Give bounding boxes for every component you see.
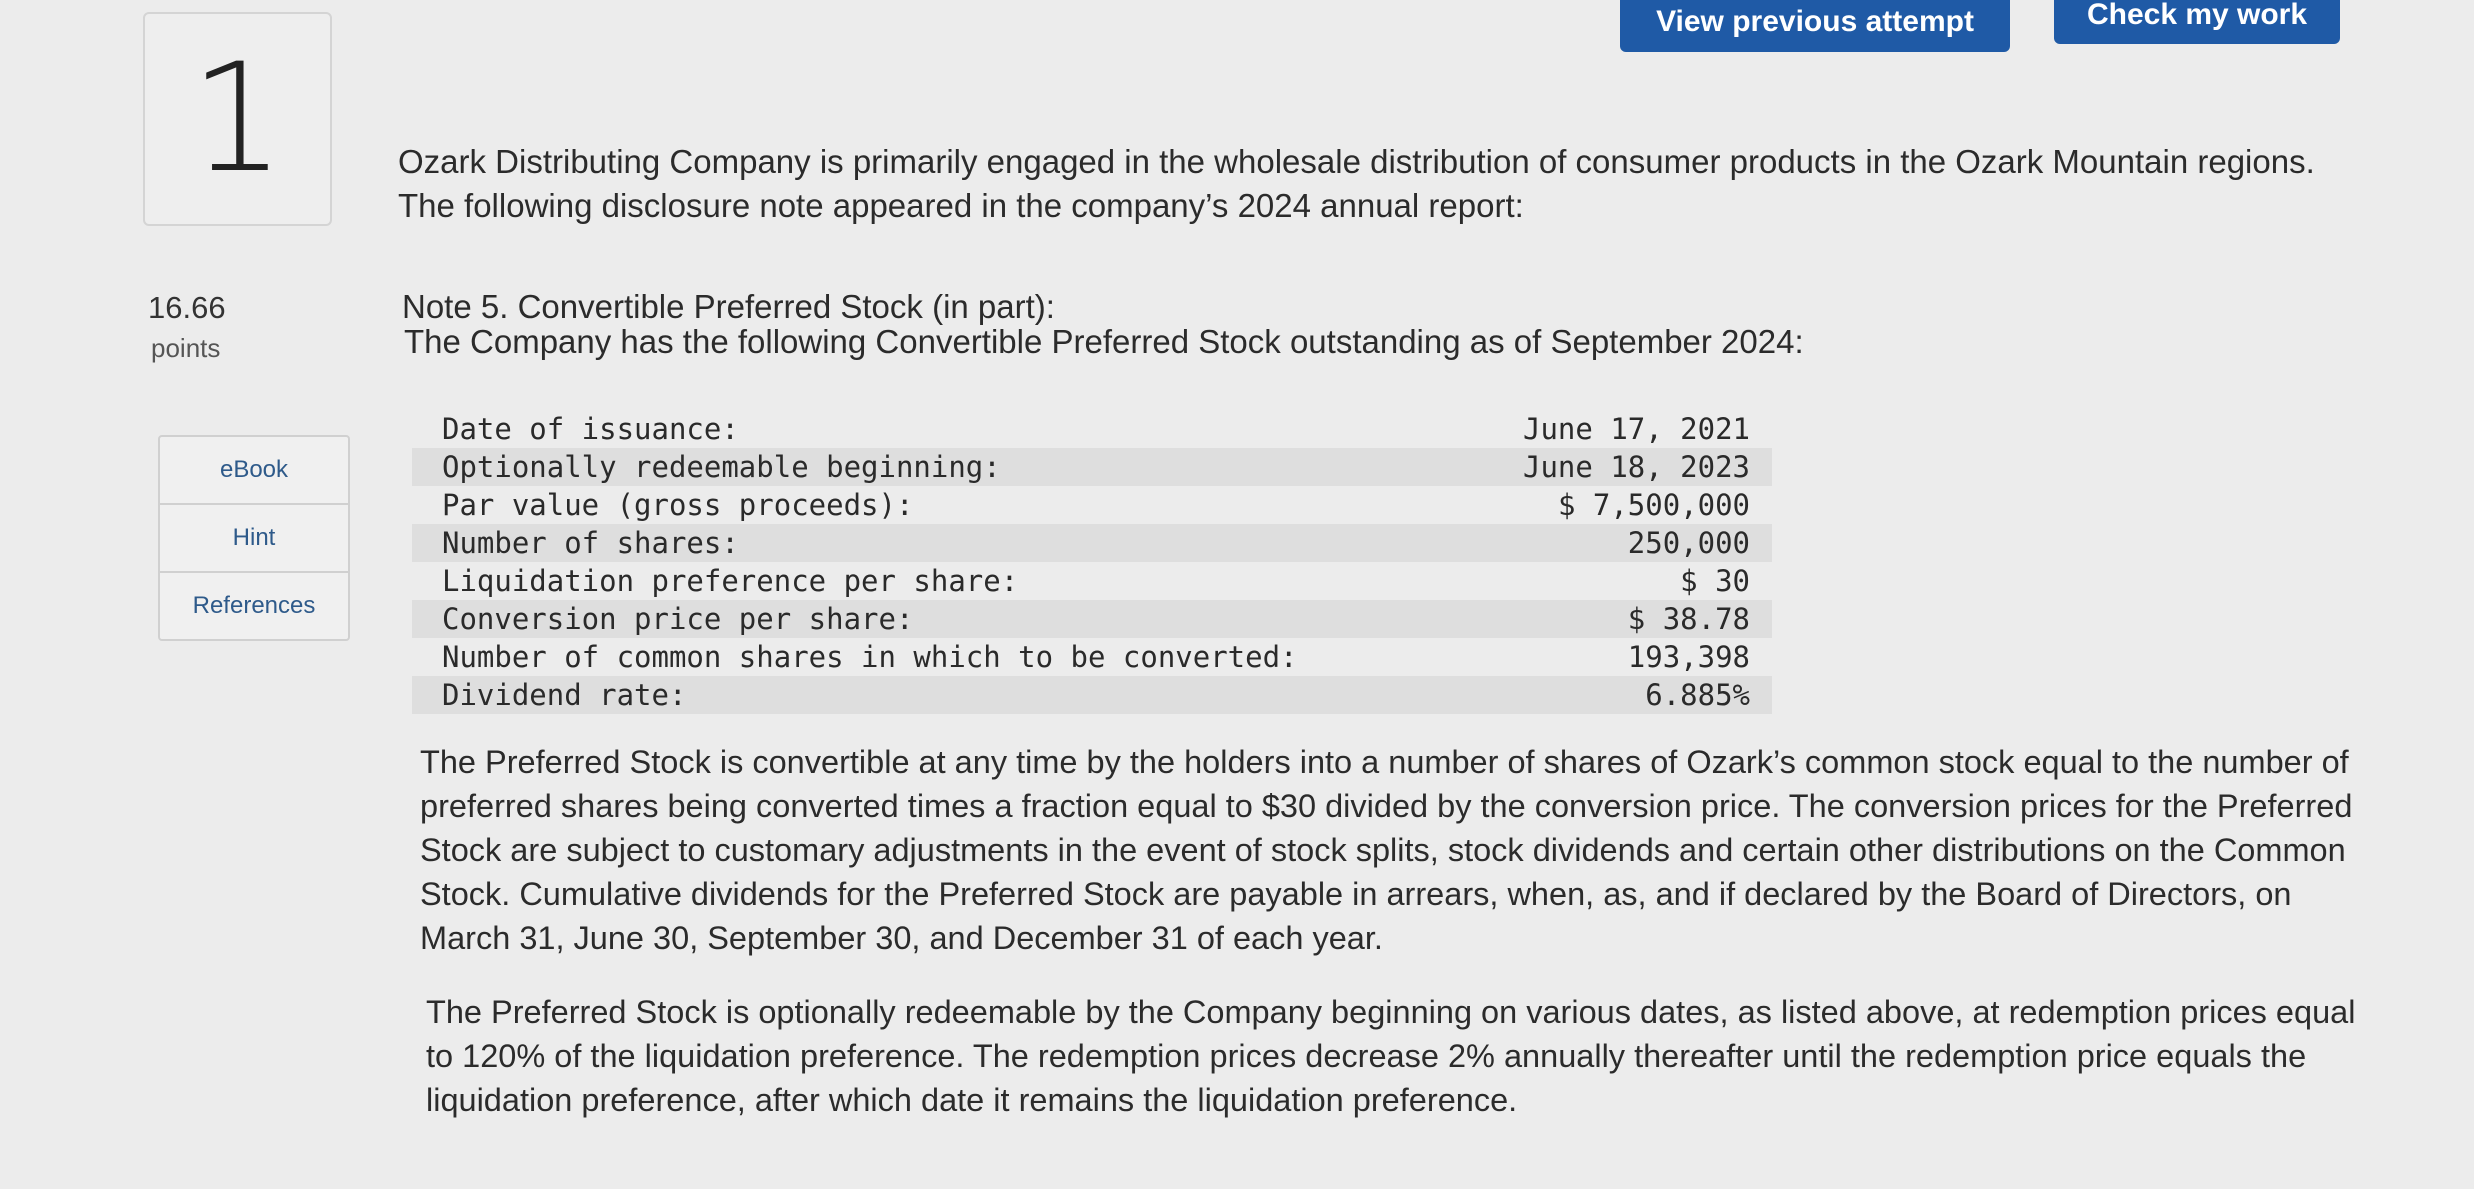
table-row <box>412 600 1772 638</box>
row-label: Date of issuance: <box>442 412 739 446</box>
row-label: Conversion price per share: <box>442 602 914 636</box>
points-label: points <box>151 333 221 363</box>
table-row <box>412 676 1772 714</box>
row-value: $ 38.78 <box>1627 602 1750 636</box>
redemption-paragraph: The Preferred Stock is optionally redeemable by the Company beginning on various dates, as listed above, at redemption prices equal to 120% of the liquidation preference. The redemption prices decrease 2% annually thereafter until the redemption price equals the liquidation preference, after which date it remains the liquidation preference. <box>426 994 2356 1118</box>
question-number-box <box>143 12 332 226</box>
table-row <box>412 486 1772 524</box>
row-label: Number of common shares in which to be converted: <box>442 640 1298 674</box>
question-number: 1 <box>189 32 286 206</box>
row-value: 250,000 <box>1627 526 1750 560</box>
row-label: Dividend rate: <box>442 678 687 712</box>
hint-link[interactable]: Hint <box>160 505 348 573</box>
table-row <box>412 524 1772 562</box>
points-value: 16.66 <box>148 290 226 325</box>
table-row <box>412 448 1772 486</box>
row-label: Liquidation preference per share: <box>442 564 1019 598</box>
row-value: $ 30 <box>1680 564 1750 598</box>
row-value: 6.885% <box>1645 678 1750 712</box>
conversion-paragraph: The Preferred Stock is convertible at any time by the holders into a number of shares of Ozark’s common stock equal to the number of preferred shares being converted times a fraction equal to $30 divided by the conversion price. The conversion prices for the Preferred Stock are subject to customary adjustments in the event of stock splits, stock dividends and certain other distributions on the Common Stock. Cumulative dividends for the Preferred Stock are payable in arrears, when, as, and if declared by the Board of Directors, on March 31, June 30, September 30, and December 31 of each year. <box>420 744 2353 956</box>
table-row <box>412 562 1772 600</box>
view-previous-attempt-button[interactable]: View previous attempt <box>1620 0 2010 52</box>
note-subtitle: The Company has the following Convertible Preferred Stock outstanding as of September 2024: <box>404 323 1804 360</box>
row-label: Optionally redeemable beginning: <box>442 450 1001 484</box>
side-menu <box>158 435 350 641</box>
ebook-link[interactable]: eBook <box>160 437 348 505</box>
intro-paragraph: Ozark Distributing Company is primarily engaged in the wholesale distribution of consumer products in the Ozark Mountain regions. The following disclosure note appeared in the company’s 2024 annual report: <box>398 143 2315 224</box>
check-my-work-button[interactable]: Check my work <box>2054 0 2340 44</box>
row-value: $ 7,500,000 <box>1557 488 1750 522</box>
note-title: Note 5. Convertible Preferred Stock (in part): <box>402 288 1055 325</box>
table-row <box>412 638 1772 676</box>
row-label: Par value (gross proceeds): <box>442 488 914 522</box>
row-value: June 17, 2021 <box>1523 412 1750 446</box>
table-row <box>412 410 1772 448</box>
preferred-stock-table <box>412 410 1772 714</box>
references-link[interactable]: References <box>192 592 316 619</box>
row-value: June 18, 2023 <box>1523 450 1750 484</box>
row-label: Number of shares: <box>442 526 739 560</box>
row-value: 193,398 <box>1627 640 1750 674</box>
